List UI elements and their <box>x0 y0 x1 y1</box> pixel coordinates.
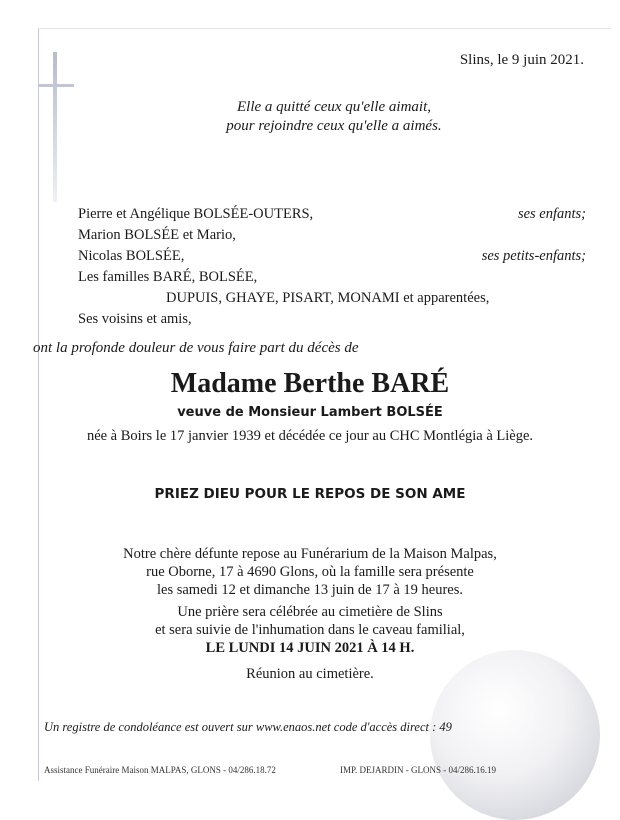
ceremony-line-1: Une prière sera célébrée au cimetière de Slins <box>177 604 443 620</box>
ceremony-block <box>0 603 620 657</box>
family-line-3: Nicolas BOLSÉE, <box>78 248 185 264</box>
reunion-line: Réunion au cimetière. <box>246 666 374 682</box>
repose-block <box>0 545 620 599</box>
condolence-register: Un registre de condoléance est ouvert sur www.enaos.net code d'accès direct : 49 <box>44 720 452 734</box>
repose-line-3: les samedi 12 et dimanche 13 juin de 17 à 19 heures. <box>156 582 464 598</box>
widow-of: veuve de Monsieur Lambert BOLSÉE <box>177 405 443 420</box>
date-line: Slins, le 9 juin 2021. <box>459 52 584 68</box>
quote <box>0 98 620 136</box>
announcement-intro: ont la profonde douleur de vous faire part du décès de <box>33 340 359 356</box>
repose-line-1: Notre chère défunte repose au Funérarium de la Maison Malpas, <box>123 546 497 562</box>
deceased-name: Madame Berthe BARÉ <box>170 368 450 399</box>
relation-grandchildren: ses petits-enfants; <box>481 248 586 264</box>
family-line-4: Les familles BARÉ, BOLSÉE, <box>78 269 258 285</box>
repose-line-2: rue Oborne, 17 à 4690 Glons, où la famille sera présente <box>146 564 474 580</box>
birth-death-line: née à Boirs le 17 janvier 1939 et décédée ce jour au CHC Montlégia à Liège. <box>86 428 534 444</box>
family-line-5: DUPUIS, GHAYE, PISART, MONAMI et apparentées, <box>166 290 490 306</box>
ceremony-date: LE LUNDI 14 JUIN 2021 À 14 H. <box>205 640 415 656</box>
prayer-title: PRIEZ DIEU POUR LE REPOS DE SON AME <box>154 486 466 502</box>
quote-line-2: pour rejoindre ceux qu'elle a aimés. <box>226 118 442 134</box>
family-line-2: Marion BOLSÉE et Mario, <box>78 227 236 243</box>
family-line-6: Ses voisins et amis, <box>78 311 192 327</box>
quote-line-1: Elle a quitté ceux qu'elle aimait, <box>237 99 431 115</box>
ceremony-line-2: et sera suivie de l'inhumation dans le caveau familial, <box>155 622 465 638</box>
cross-arm <box>38 84 74 87</box>
family-line-1: Pierre et Angélique BOLSÉE-OUTERS, <box>78 206 314 222</box>
relation-children: ses enfants; <box>517 206 586 222</box>
footer-printer: IMP. DEJARDIN - GLONS - 04/286.16.19 <box>340 765 497 775</box>
footer-funeral-home: Assistance Funéraire Maison MALPAS, GLONS - 04/286.18.72 <box>44 765 276 775</box>
